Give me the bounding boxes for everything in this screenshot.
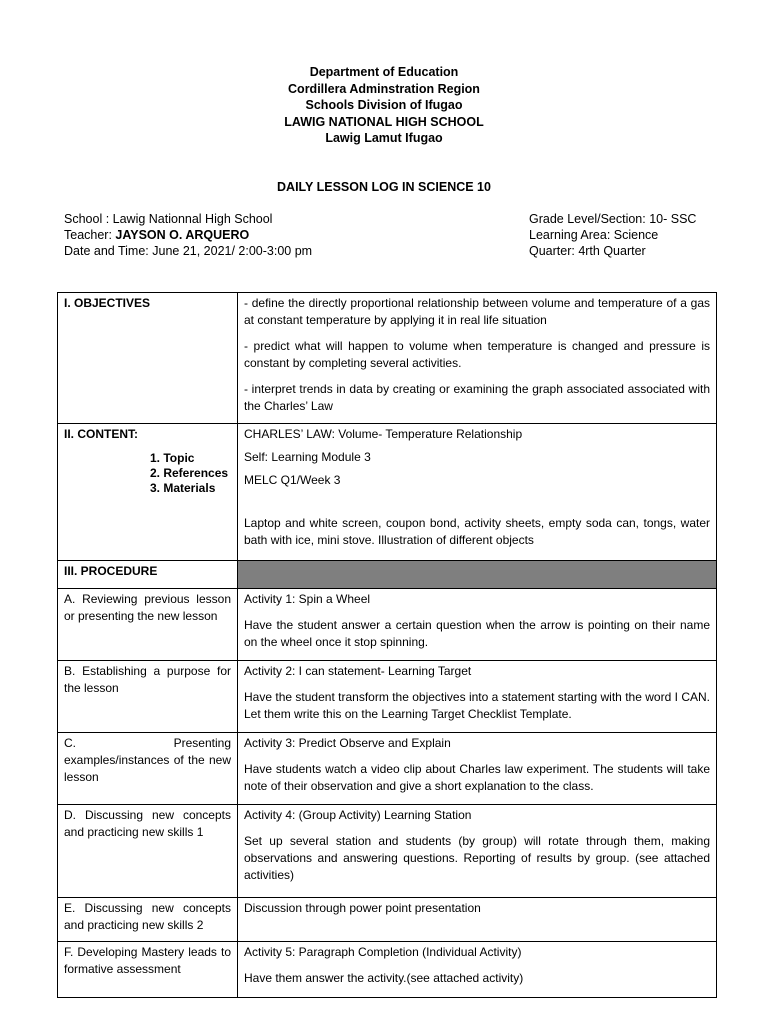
procedure-row-e xyxy=(58,898,717,942)
content-sublist xyxy=(64,451,231,496)
activity-description: Have the student answer a certain question when the arrow is pointing on their name on the wheel once it stop spinning. xyxy=(244,618,710,649)
procedure-shaded-cell xyxy=(238,561,717,589)
procedure-cell-e xyxy=(238,898,717,942)
procedure-row-c xyxy=(58,733,717,805)
procedure-label-d: D. Discussing new concepts and practicing new skills 1 xyxy=(58,805,238,898)
info-datetime: Date and Time: June 21, 2021/ 2:00-3:00 pm xyxy=(64,244,313,258)
content-cell xyxy=(238,424,717,561)
activity-description: Set up several station and students (by group) will rotate through them, making observations and answering questions. Reporting of results by group. (see attached activities) xyxy=(244,834,710,882)
activity-title: Activity 3: Predict Observe and Explain xyxy=(244,736,451,750)
procedure-row-a xyxy=(58,589,717,661)
content-sub-materials: 3. Materials xyxy=(150,481,216,495)
objectives-cell xyxy=(238,293,717,424)
activity-title: Activity 1: Spin a Wheel xyxy=(244,592,371,606)
content-sub-references: 2. References xyxy=(150,466,229,480)
objective-item: - interpret trends in data by creating or examining the graph associated associated with the Charles’ Law xyxy=(244,382,710,413)
objectives-row xyxy=(58,293,717,424)
objective-item: - define the directly proportional relationship between volume and temperature of a gas at constant temperature by applying it in real life situation xyxy=(244,296,710,327)
lesson-log-table xyxy=(57,292,717,998)
info-right xyxy=(529,211,696,259)
activity-description: Have the student transform the objectives into a statement starting with the word I CAN. Let them write this on the Learning Target Checklist Template. xyxy=(244,690,710,721)
info-grade: Grade Level/Section: 10- SSC xyxy=(529,212,697,226)
info-teacher-name: JAYSON O. ARQUERO xyxy=(115,228,250,242)
activity-description: Have students watch a video clip about Charles law experiment. The students will take note of their observation and give a short explanation to the class. xyxy=(244,762,710,793)
procedure-row-d xyxy=(58,805,717,898)
content-label: II. CONTENT: xyxy=(64,427,138,441)
content-sub-topic: 1. Topic xyxy=(150,451,195,465)
procedure-row xyxy=(58,561,717,589)
objectives-label: I. OBJECTIVES xyxy=(58,293,238,424)
header-region: Cordillera Adminstration Region xyxy=(288,81,480,96)
info-teacher xyxy=(64,227,312,243)
activity-title: Activity 5: Paragraph Completion (Individual Activity) xyxy=(244,945,522,959)
document-title: DAILY LESSON LOG IN SCIENCE 10 xyxy=(277,180,491,194)
procedure-cell-c xyxy=(238,733,717,805)
procedure-cell-f xyxy=(238,942,717,998)
info-quarter: Quarter: 4rth Quarter xyxy=(529,244,646,258)
header-school: LAWIG NATIONAL HIGH SCHOOL xyxy=(284,114,484,129)
content-topic: CHARLES’ LAW: Volume- Temperature Relationship xyxy=(244,427,523,441)
procedure-label-a: A. Reviewing previous lesson or presenting the new lesson xyxy=(58,589,238,661)
procedure-row-f xyxy=(58,942,717,998)
content-row xyxy=(58,424,717,561)
procedure-row-b xyxy=(58,661,717,733)
content-reference-2: MELC Q1/Week 3 xyxy=(244,473,341,487)
info-school: School : Lawig Nationnal High School xyxy=(64,212,273,226)
procedure-label-b: B. Establishing a purpose for the lesson xyxy=(58,661,238,733)
procedure-label-e: E. Discussing new concepts and practicing new skills 2 xyxy=(58,898,238,942)
procedure-label: III. PROCEDURE xyxy=(58,561,238,589)
objective-item: - predict what will happen to volume when temperature is changed and pressure is constant by completing several activities. xyxy=(244,339,710,370)
document-header xyxy=(0,64,768,147)
activity-title: Discussion through power point presentation xyxy=(244,901,481,915)
header-address: Lawig Lamut Ifugao xyxy=(325,131,443,145)
header-division: Schools Division of Ifugao xyxy=(305,98,463,112)
activity-description: Have them answer the activity.(see attached activity) xyxy=(244,971,524,985)
procedure-cell-b xyxy=(238,661,717,733)
procedure-cell-d xyxy=(238,805,717,898)
content-materials: Laptop and white screen, coupon bond, activity sheets, empty soda can, tongs, water bath with ice, mini stove. Illustration of different objects xyxy=(244,516,710,547)
procedure-label-c: C. Presenting examples/instances of the new lesson xyxy=(58,733,238,805)
info-teacher-label: Teacher: xyxy=(64,228,116,242)
content-label-cell xyxy=(58,424,238,561)
activity-title: Activity 2: I can statement- Learning Target xyxy=(244,664,472,678)
header-department: Department of Education xyxy=(309,65,459,79)
content-reference-1: Self: Learning Module 3 xyxy=(244,450,371,464)
procedure-label-f: F. Developing Mastery leads to formative assessment xyxy=(58,942,238,998)
procedure-cell-a xyxy=(238,589,717,661)
info-area: Learning Area: Science xyxy=(529,228,659,242)
info-left xyxy=(64,211,312,259)
activity-title: Activity 4: (Group Activity) Learning Station xyxy=(244,808,472,822)
